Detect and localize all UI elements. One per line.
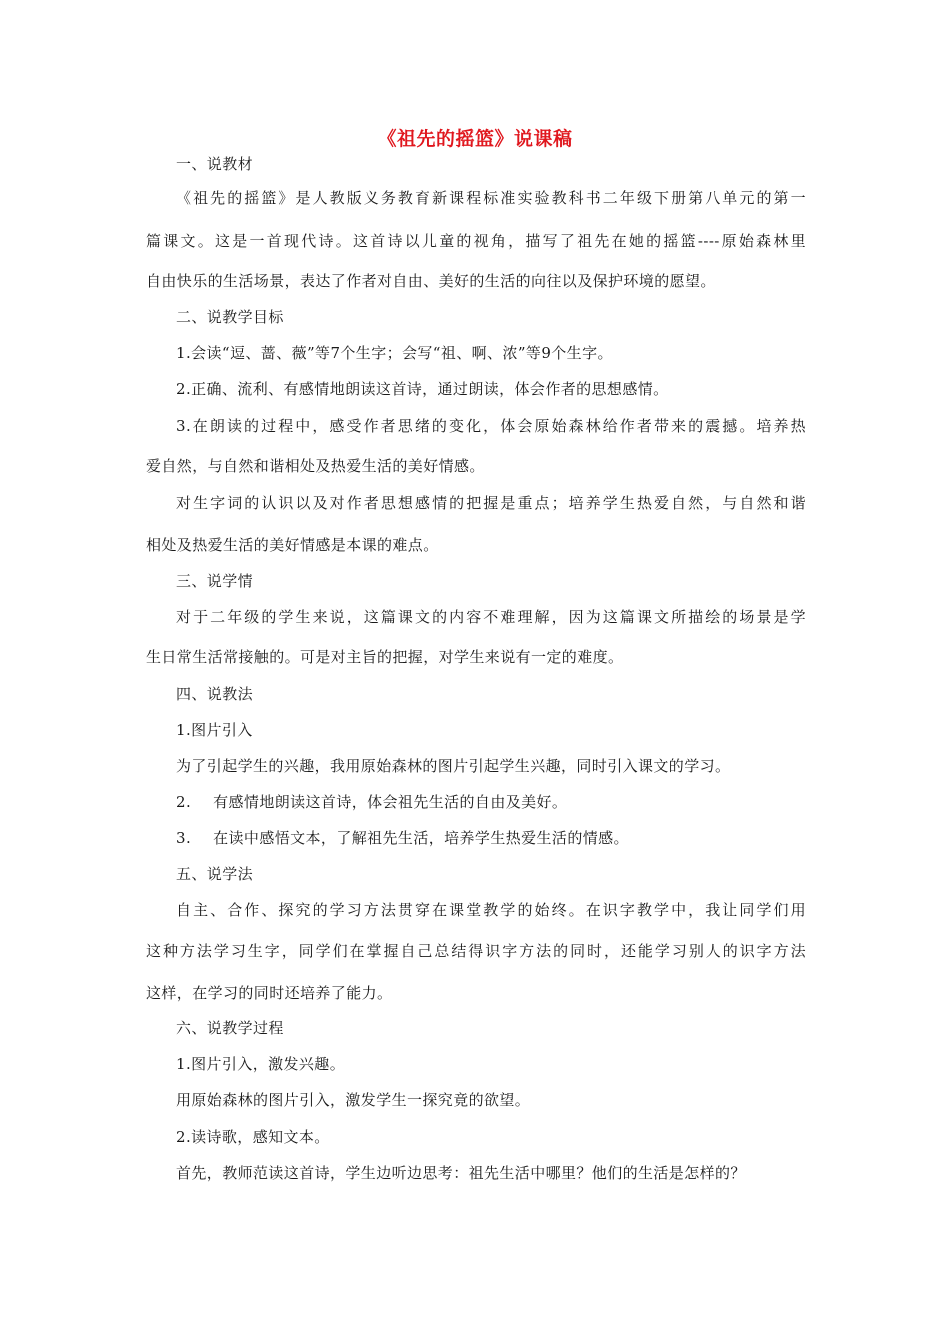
section-heading: 四、说教法: [176, 685, 254, 703]
goal-item-continued: 爱自然，与自然和谐相处及热爱生活的美好情感。: [146, 457, 485, 475]
section-heading: 五、说学法: [176, 865, 254, 883]
paragraph-line: 这种方法学习生字，同学们在掌握自己总结得识字方法的同时，还能学习别人的识字方法: [146, 942, 806, 960]
process-description: 首先，教师范读这首诗，学生边听边思考：祖先生活中哪里？他们的生活是怎样的？: [176, 1164, 746, 1182]
method-number: 2.: [176, 793, 192, 811]
method-description: 为了引起学生的兴趣，我用原始森林的图片引起学生兴趣，同时引入课文的学习。: [176, 757, 731, 775]
goal-item: 3.在朗读的过程中，感受作者思绪的变化，体会原始森林给作者带来的震撼。培养热: [176, 417, 806, 435]
section-heading: 一、说教材: [176, 155, 254, 173]
method-item: [176, 792, 836, 812]
paragraph-line: 自主、合作、探究的学习方法贯穿在课堂教学的始终。在识字教学中，我让同学们用: [176, 901, 806, 919]
section-heading: 二、说教学目标: [176, 308, 284, 326]
method-text: 在读中感悟文本，了解祖先生活，培养学生热爱生活的情感。: [213, 829, 629, 847]
process-step: 2.读诗歌，感知文本。: [176, 1128, 330, 1146]
document-title: 《祖先的摇篮》说课稿: [377, 128, 573, 150]
process-description: 用原始森林的图片引入，激发学生一探究竟的欲望。: [176, 1091, 531, 1109]
method-number: 3.: [176, 829, 192, 847]
paragraph-line: 对于二年级的学生来说，这篇课文的内容不难理解，因为这篇课文所描绘的场景是学: [176, 608, 806, 626]
method-text: 有感情地朗读这首诗，体会祖先生活的自由及美好。: [213, 793, 568, 811]
goal-item: 2.正确、流利、有感情地朗读这首诗，通过朗读，体会作者的思想感情。: [176, 380, 669, 398]
paragraph-line: 对生字词的认识以及对作者思想感情的把握是重点；培养学生热爱自然，与自然和谐: [176, 494, 806, 512]
method-item: [176, 828, 836, 848]
paragraph-line: 自由快乐的生活场景，表达了作者对自由、美好的生活的向往以及保护环境的愿望。: [146, 272, 716, 290]
paragraph-line: 篇课文。这是一首现代诗。这首诗以儿童的视角，描写了祖先在她的摇篮----原始森林里: [146, 232, 806, 250]
paragraph-line: 这样，在学习的同时还培养了能力。: [146, 984, 393, 1002]
section-heading: 三、说学情: [176, 572, 254, 590]
paragraph-line: 《祖先的摇篮》是人教版义务教育新课程标准实验教科书二年级下册第八单元的第一: [176, 189, 806, 207]
process-step: 1.图片引入，激发兴趣。: [176, 1055, 346, 1073]
method-item: 1.图片引入: [176, 721, 253, 739]
paragraph-line: 相处及热爱生活的美好情感是本课的难点。: [146, 536, 439, 554]
section-heading: 六、说教学过程: [176, 1019, 284, 1037]
goal-item: 1.会读“逗、蔷、薇”等7个生字；会写“祖、啊、浓”等9个生字。: [176, 344, 613, 362]
paragraph-line: 生日常生活常接触的。可是对主旨的把握，对学生来说有一定的难度。: [146, 648, 624, 666]
